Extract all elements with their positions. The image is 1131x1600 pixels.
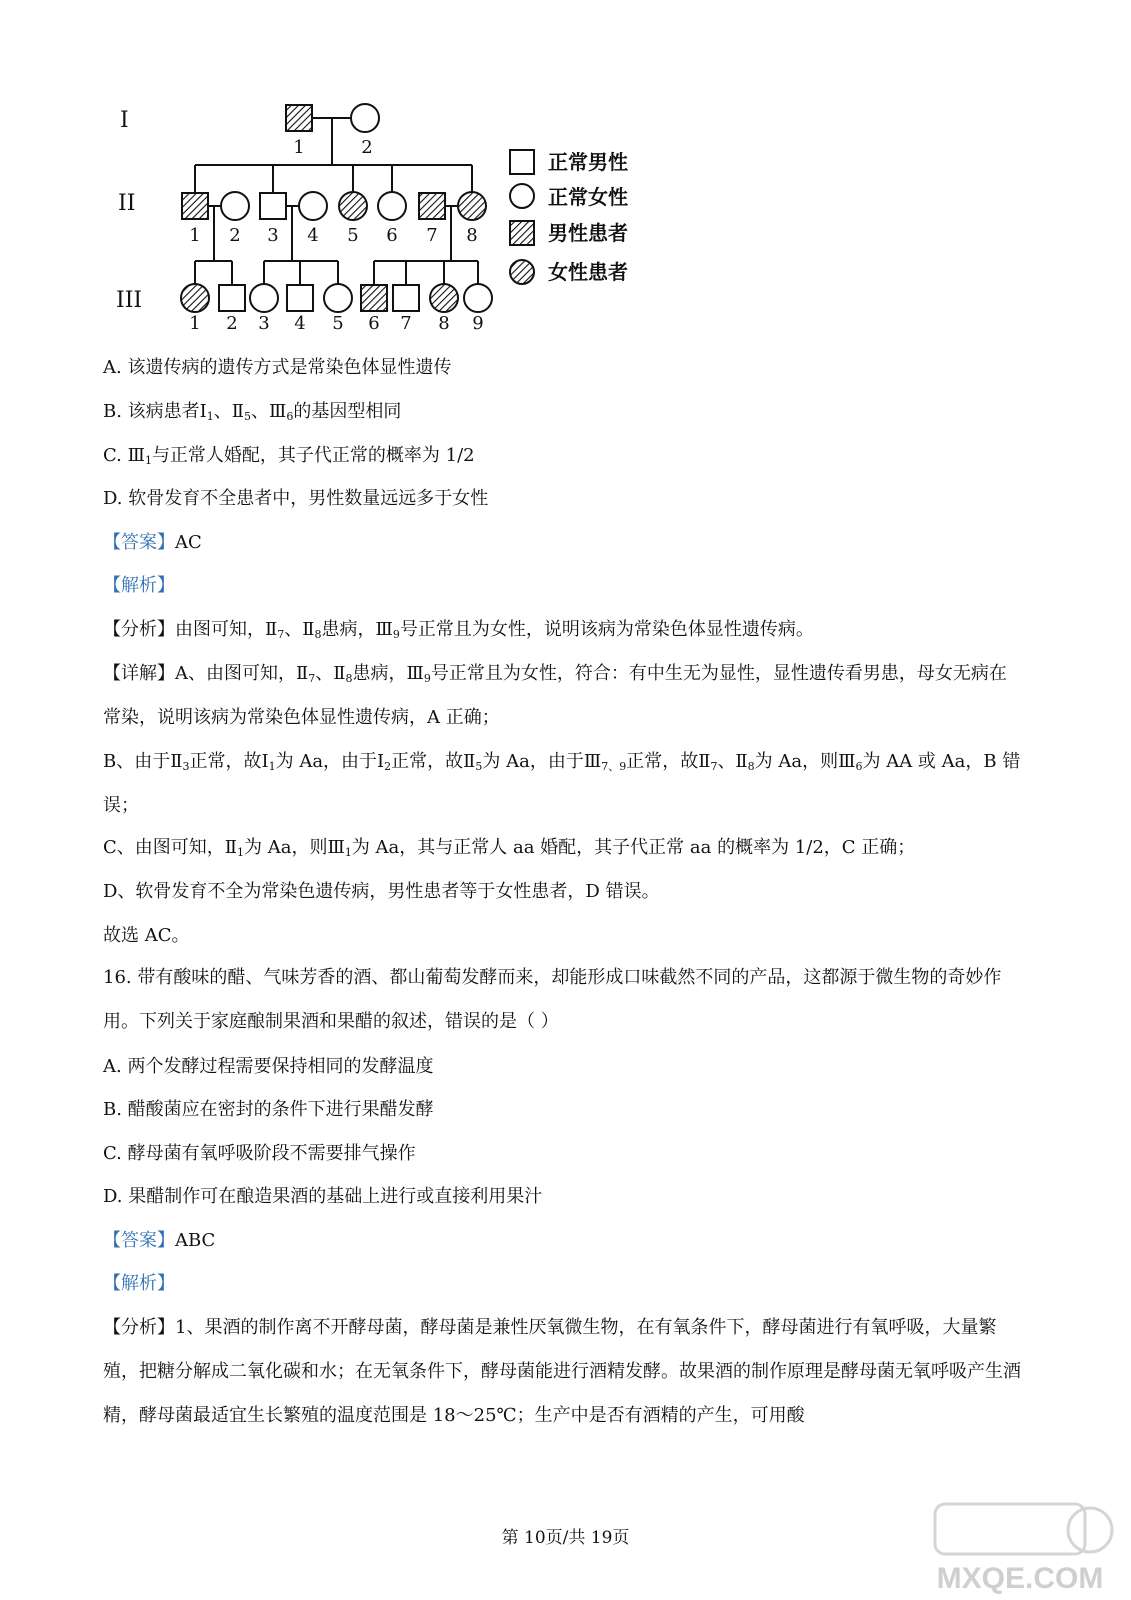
watermark-text: MXQE.COM [936,1562,1104,1595]
legend-affected-female-label: 女性患者 [548,260,628,284]
q16-analysis-label: 【解析】 [103,1273,175,1294]
number-III9: 9 [472,313,484,334]
q15-c-explanation: C、由图可知，$Ⅱ_1$为 Aa，则$Ⅲ_1$为 Aa，其与正常人 aa 婚配，其子代正常 aa 的概率为 1/2，C 正确； [103,837,916,859]
number-III5: 5 [332,313,344,334]
number-II5: 5 [347,225,359,246]
page-footer: 第 10页/共 19页 [501,1528,630,1548]
individual-II8-affected-female [458,192,486,220]
individual-III1-affected-female [181,284,209,312]
individual-II4-normal-female [299,192,327,220]
number-III1: 1 [189,313,201,334]
number-II4: 4 [307,225,319,246]
number-III4: 4 [294,313,306,334]
number-III7: 7 [400,313,412,334]
individual-II3-normal-male [260,193,286,219]
individual-I2-normal-female [351,104,379,132]
watermark-logo [915,1500,1125,1595]
number-I2: 2 [361,137,373,158]
q16-option-c: C. 酵母菌有氧呼吸阶段不需要排气操作 [103,1143,416,1164]
q15-option-b: B. 该病患者$Ⅰ_1$、$Ⅱ_5$、$Ⅲ_6$的基因型相同 [103,401,402,423]
q15-fenxi: 【分析】由图可知，$Ⅱ_7$、$Ⅱ_8$患病，$Ⅲ_9$号正常且为女性，说明该病为常染色体显性遗传病。 [103,619,814,641]
q15-b-explanation: B、由于$Ⅱ_3$正常，故$Ⅰ_1$为 Aa，由于$Ⅰ_2$正常，故$Ⅱ_5$为 Aa，由于$Ⅲ_{7、9}$正常，故$Ⅱ_7$、$Ⅱ_8$为 Aa，则$Ⅲ_6$为 AA 或 Aa，B 错误； [103,751,1021,816]
number-II7: 7 [426,225,438,246]
legend-affected-male-label: 男性患者 [548,221,628,245]
individual-III6-affected-male [361,285,387,311]
legend-affected-female-symbol [510,260,534,284]
q16-option-a: A. 两个发酵过程需要保持相同的发酵温度 [103,1056,434,1077]
individual-III2-normal-male [219,285,245,311]
individual-III9-normal-female [464,284,492,312]
number-II6: 6 [386,225,398,246]
number-II1: 1 [189,225,201,246]
individual-II6-normal-female [378,192,406,220]
legend [510,150,534,284]
individual-II5-affected-female [339,192,367,220]
number-III2: 2 [226,313,238,334]
individual-II7-affected-male [419,193,445,219]
individual-III5-normal-female [324,284,352,312]
individual-III4-normal-male [287,285,313,311]
q15-xiangjie: 【详解】A、由图可知，$Ⅱ_7$、$Ⅱ_8$患病，$Ⅲ_9$号正常且为女性，符合：有中生无为显性，显性遗传看男患，母女无病在常染，说明该病为常染色体显性遗传病，A 正确； [103,663,1007,728]
individual-III8-affected-female [430,284,458,312]
legend-normal-female-label: 正常女性 [548,185,628,209]
q16-fenxi: 【分析】1、果酒的制作离不开酵母菌，酵母菌是兼性厌氧微生物，在有氧条件下，酵母菌进行有氧呼吸，大量繁殖，把糖分解成二氧化碳和水；在无氧条件下，酵母菌能进行酒精发酵。故果酒的制作原理是酵母菌无氧呼吸产生酒精，酵母菌最适宜生长繁殖的温度范围是 18～25℃；生产中是否有酒精的产生，可用酸 [103,1317,1021,1426]
number-I1: 1 [293,137,305,158]
number-III3: 3 [258,313,270,334]
q15-option-c: C. $Ⅲ_1$与正常人婚配，其子代正常的概率为 1/2 [103,445,475,467]
q15-option-a: A. 该遗传病的遗传方式是常染色体显性遗传 [103,357,452,378]
q16-option-b: B. 醋酸菌应在密封的条件下进行果醋发酵 [103,1099,434,1120]
number-III6: 6 [368,313,380,334]
q15-d-explanation: D、软骨发育不全为常染色遗传病，男性患者等于女性患者，D 错误。 [103,881,660,902]
number-II8: 8 [466,225,478,246]
individual-II2-normal-female [221,192,249,220]
q15-answer: 【答案】AC [103,532,202,553]
generation-label: III [116,288,143,313]
generation-label: I [120,108,129,133]
pedigree-diagram [110,95,670,345]
number-III8: 8 [438,313,450,334]
q15-conclusion: 故选 AC。 [103,925,190,946]
q15-option-d: D. 软骨发育不全患者中，男性数量远远多于女性 [103,488,489,509]
legend-affected-male-symbol [510,221,534,245]
number-II3: 3 [267,225,279,246]
q16-answer: 【答案】ABC [103,1230,216,1251]
number-II2: 2 [229,225,241,246]
q15-analysis-label: 【解析】 [103,575,175,596]
individual-III3-normal-female [250,284,278,312]
individual-I1-affected-male [286,105,312,131]
q16-option-d: D. 果醋制作可在酿造果酒的基础上进行或直接利用果汁 [103,1186,543,1207]
legend-normal-male-label: 正常男性 [548,150,628,174]
individual-III7-normal-male [393,285,419,311]
legend-normal-male-symbol [510,150,534,174]
legend-normal-female-symbol [510,184,534,208]
individual-II1-affected-male [182,193,208,219]
q16-stem: 16. 带有酸味的醋、气味芳香的酒、都山葡萄发酵而来，却能形成口味截然不同的产品，这都源于微生物的奇妙作用。下列关于家庭酿制果酒和果醋的叙述，错误的是（ ） [103,967,1002,1032]
generation-label: II [118,191,136,216]
